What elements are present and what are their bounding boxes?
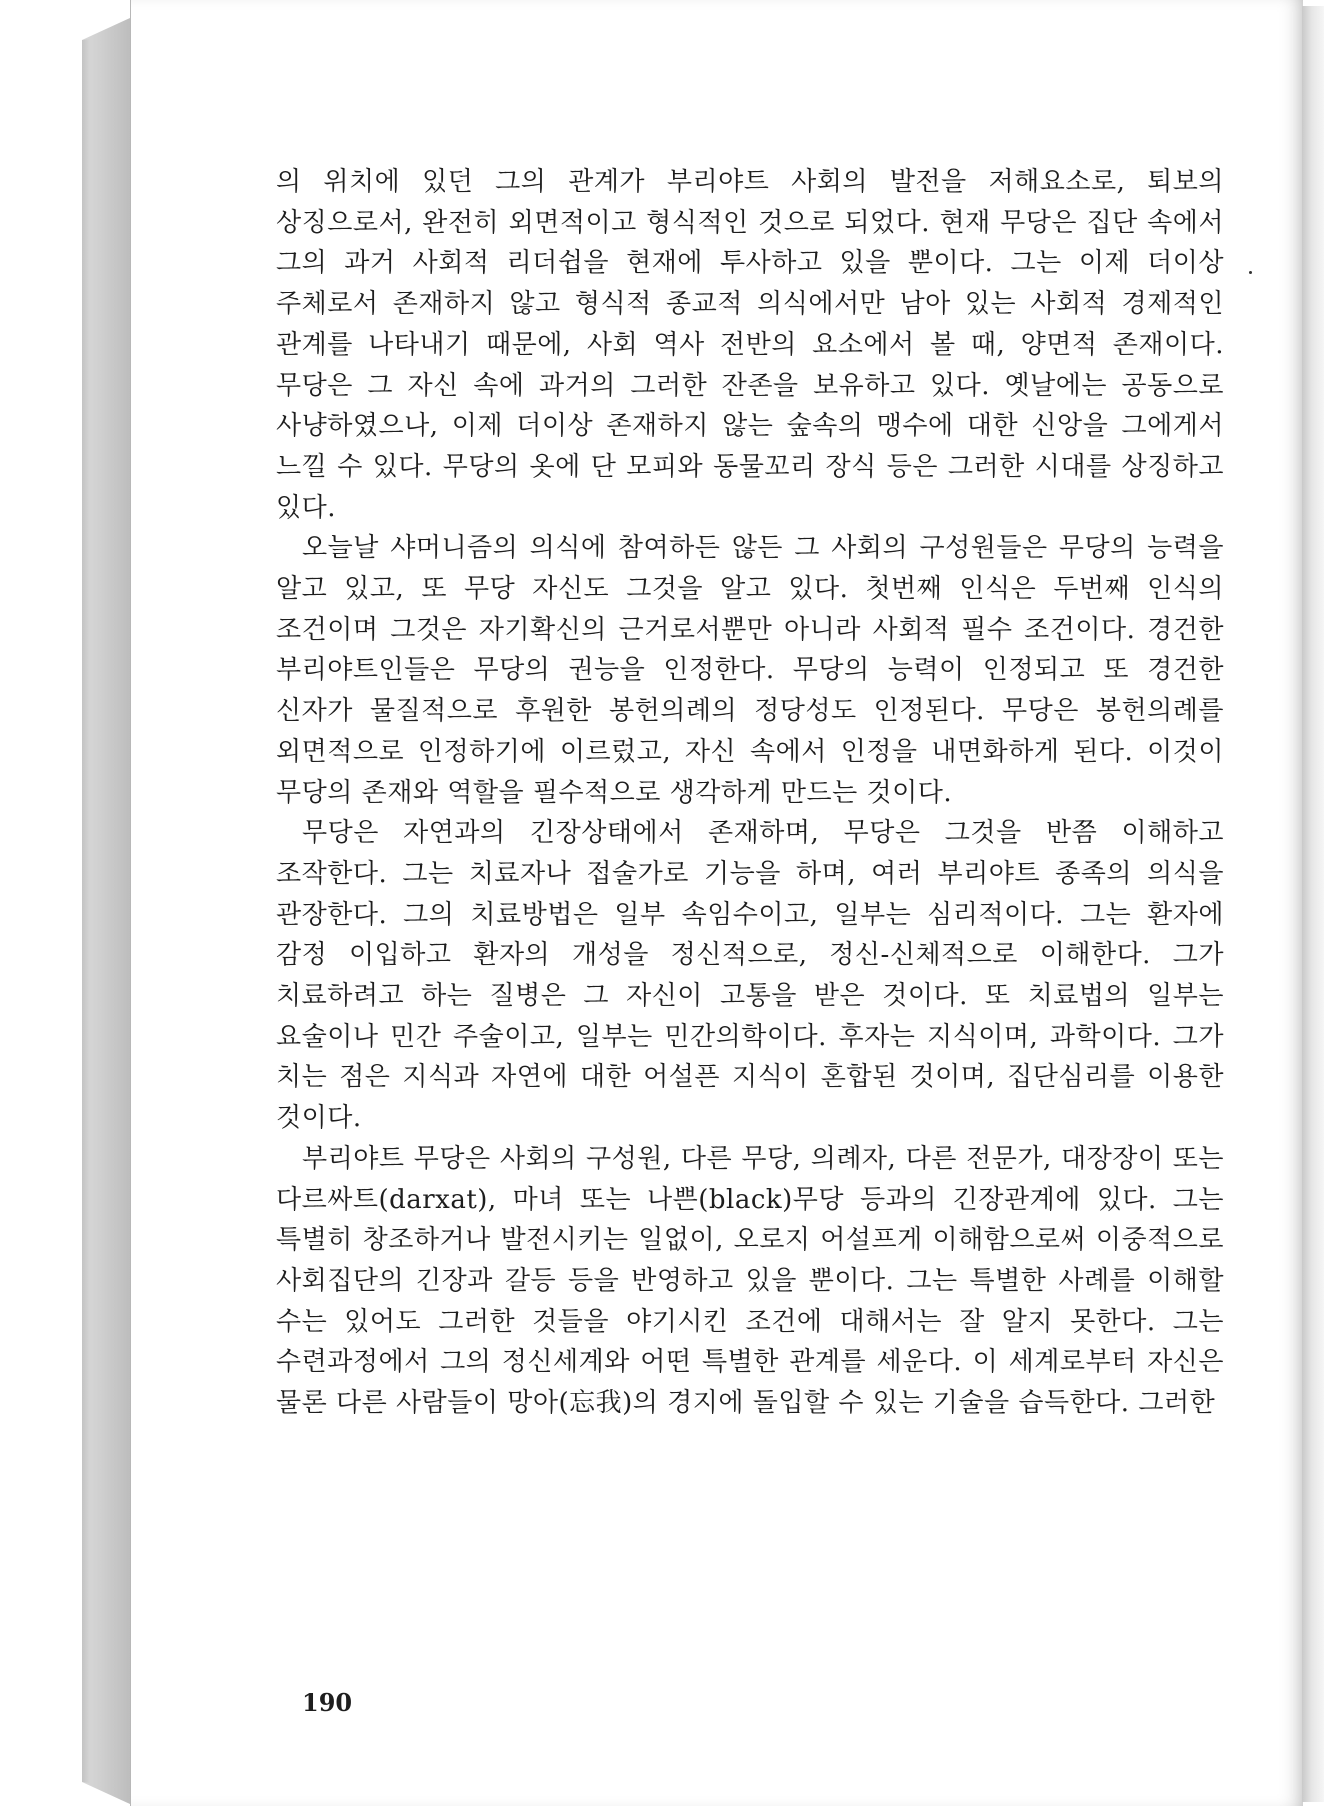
page-edge <box>1302 6 1324 1802</box>
margin-speck <box>1249 271 1252 274</box>
body-text <box>276 162 1224 1424</box>
paragraph-4: 부리야트 무당은 사회의 구성원, 다른 무당, 의례자, 다른 전문가, 대장장이 또는 다르싸트(darxat), 마녀 또는 나쁜(black)무당 등과의 긴장관계에 있다. 그는 특별히 창조하거나 발전시키는 일없이, 오로지 어설프게 이해함으로써 이중적으로 사회집단의 긴장과 갈등 등을 반영하고 있을 뿐이다. 그는 특별한 사례를 이해할 수는 있어도 그러한 것들을 야기시킨 조건에 대해서는 잘 알지 못한다. 그는 수련과정에서 그의 정신세계와 어떤 특별한 관계를 세운다. 이 세계로부터 자신은 물론 다른 사람들이 망아(忘我)의 경지에 돌입할 수 있는 기술을 습득한다. 그러한 <box>276 1143 1224 1419</box>
paragraph-1: 의 위치에 있던 그의 관계가 부리야트 사회의 발전을 저해요소로, 퇴보의 상징으로서, 완전히 외면적이고 형식적인 것으로 되었다. 현재 무당은 집단 속에서 그의 과거 사회적 리더쉽을 현재에 투사하고 있을 뿐이다. 그는 이제 더이상 주체로서 존재하지 않고 형식적 종교적 의식에서만 남아 있는 사회적 경제적인 관계를 나타내기 때문에, 사회 역사 전반의 요소에서 볼 때, 양면적 존재이다. 무당은 그 자신 속에 과거의 그러한 잔존을 보유하고 있다. 옛날에는 공동으로 사냥하였으나, 이제 더이상 존재하지 않는 숲속의 맹수에 대한 신앙을 그에게서 느낄 수 있다. 무당의 옷에 단 모피와 동물꼬리 장식 등은 그러한 시대를 상징하고 있다. <box>276 167 1224 523</box>
paragraph-3: 무당은 자연과의 긴장상태에서 존재하며, 무당은 그것을 반쯤 이해하고 조작한다. 그는 치료자나 접술가로 기능을 하며, 여러 부리야트 종족의 의식을 관장한다. 그의 치료방법은 일부 속임수이고, 일부는 심리적이다. 그는 환자에 감정 이입하고 환자의 개성을 정신적으로, 정신-신체적으로 이해한다. 그가 치료하려고 하는 질병은 그 자신이 고통을 받은 것이다. 또 치료법의 일부는 요술이나 민간 주술이고, 일부는 민간의학이다. 후자는 지식이며, 과학이다. 그가 치는 점은 지식과 자연에 대한 어설픈 지식이 혼합된 것이며, 집단심리를 이용한 것이다. <box>276 818 1224 1134</box>
paragraph-2: 오늘날 샤머니즘의 의식에 참여하든 않든 그 사회의 구성원들은 무당의 능력을 알고 있고, 또 무당 자신도 그것을 알고 있다. 첫번째 인식은 두번째 인식의 조건이며 그것은 자기확신의 근거로서뿐만 아니라 사회적 필수 조건이다. 경건한 부리야트인들은 무당의 권능을 인정한다. 무당의 능력이 인정되고 또 경건한 신자가 물질적으로 후원한 봉헌의례의 정당성도 인정된다. 무당은 봉헌의례를 외면적으로 인정하기에 이르렀고, 자신 속에서 인정을 내면화하게 된다. 이것이 무당의 존재와 역할을 필수적으로 생각하게 만드는 것이다. <box>276 533 1224 808</box>
book-spine-shadow <box>82 18 90 1804</box>
page-number: 190 <box>302 1688 353 1717</box>
